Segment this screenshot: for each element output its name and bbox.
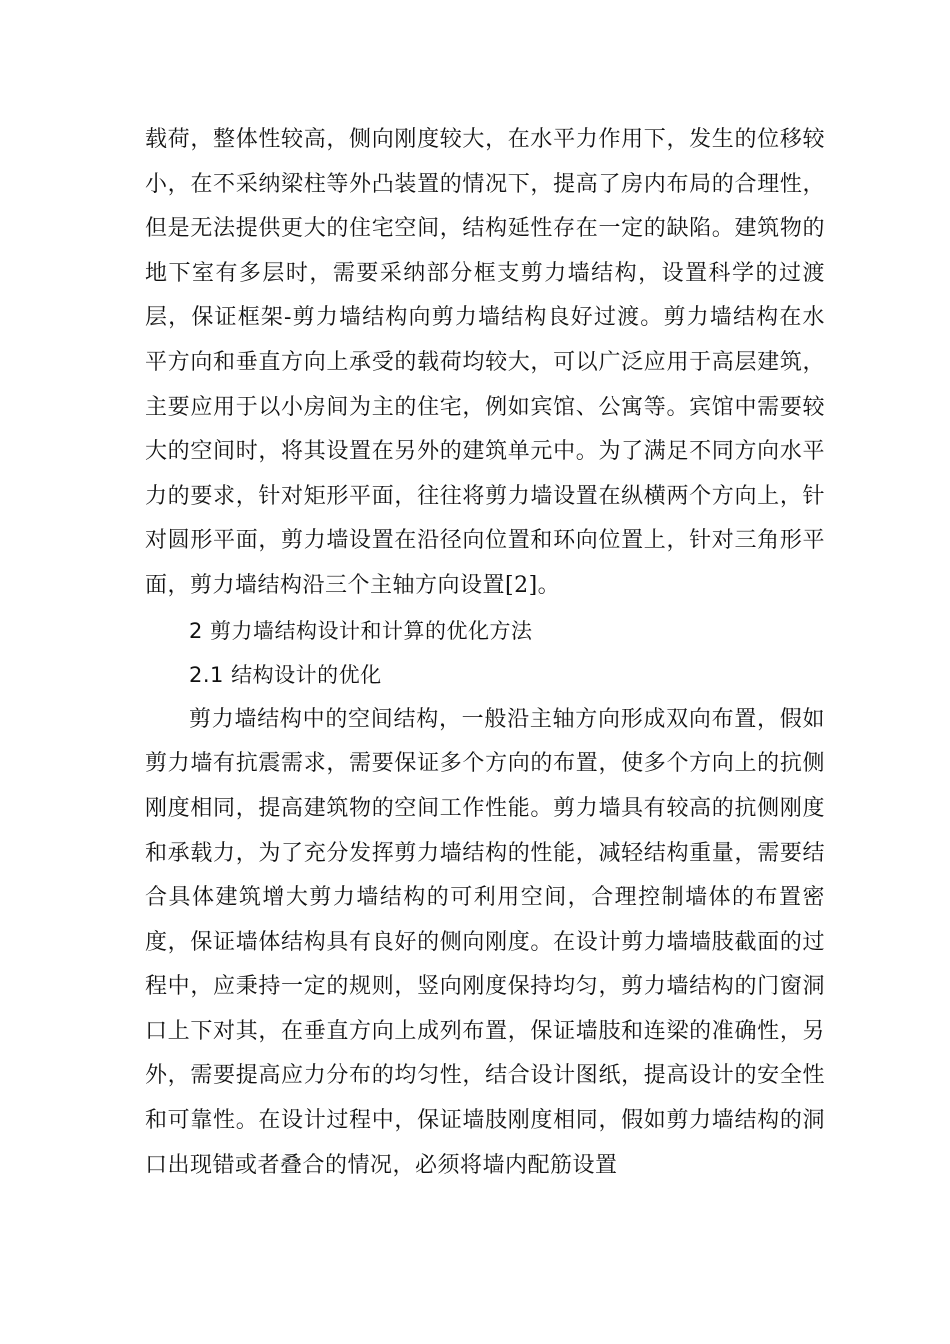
document-body	[145, 118, 825, 1188]
body-paragraph-structure-design: 剪力墙结构中的空间结构，一般沿主轴方向形成双向布置，假如剪力墙有抗震需求，需要保证多个方向的布置，使多个方向上的抗侧刚度相同，提高建筑物的空间工作性能。剪力墙具有较高的抗侧刚度和承载力，为了充分发挥剪力墙结构的性能，减轻结构重量，需要结合具体建筑增大剪力墙结构的可利用空间，合理控制墙体的布置密度，保证墙体结构具有良好的侧向刚度。在设计剪力墙墙肢截面的过程中，应秉持一定的规则，竖向刚度保持均匀，剪力墙结构的门窗洞口上下对其，在垂直方向上成列布置，保证墙肢和连梁的准确性，另外，需要提高应力分布的均匀性，结合设计图纸，提高设计的安全性和可靠性。在设计过程中，保证墙肢刚度相同，假如剪力墙结构的洞口出现错或者叠合的情况，必须将墙内配筋设置	[145, 706, 825, 1178]
section-heading-2: 2 剪力墙结构设计和计算的优化方法	[189, 618, 533, 643]
subsection-heading-2-1: 2.1 结构设计的优化	[189, 663, 382, 688]
body-paragraph-continued: 载荷，整体性较高，侧向刚度较大，在水平力作用下，发生的位移较小，在不采纳梁柱等外凸装置的情况下，提高了房内布局的合理性，但是无法提供更大的住宅空间，结构延性存在一定的缺陷。建筑物的地下室有多层时，需要采纳部分框支剪力墙结构，设置科学的过渡层，保证框架-剪力墙结构向剪力墙结构良好过渡。剪力墙结构在水平方向和垂直方向上承受的载荷均较大，可以广泛应用于高层建筑，主要应用于以小房间为主的住宅，例如宾馆、公寓等。宾馆中需要较大的空间时，将其设置在另外的建筑单元中。为了满足不同方向水平力的要求，针对矩形平面，往往将剪力墙设置在纵横两个方向上，针对圆形平面，剪力墙设置在沿径向位置和环向位置上，针对三角形平面，剪力墙结构沿三个主轴方向设置[2]。	[145, 127, 825, 598]
